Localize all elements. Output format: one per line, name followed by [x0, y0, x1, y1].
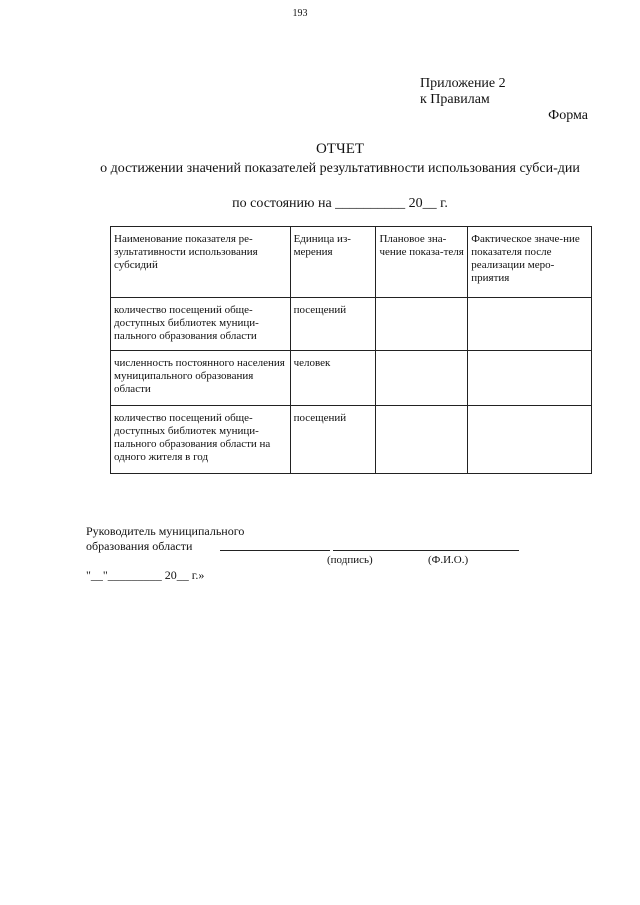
- date-line: "__"_________ 20__ г.»: [86, 568, 205, 582]
- report-table: [110, 226, 592, 474]
- signature-field[interactable]: [220, 540, 330, 551]
- cell-actual[interactable]: [468, 406, 592, 474]
- appendix-line-2: к Правилам: [420, 92, 490, 107]
- table-row: [111, 351, 592, 406]
- table-row: [111, 406, 592, 474]
- cell-planned[interactable]: [376, 406, 468, 474]
- signature-label-line-1: Руководитель муниципального: [86, 524, 245, 538]
- appendix-line-1: Приложение 2: [420, 76, 506, 91]
- cell-actual[interactable]: [468, 351, 592, 406]
- as-of-date-line: по состоянию на __________ 20__ г.: [232, 196, 448, 211]
- table-header-row: [111, 227, 592, 298]
- signature-caption: (подпись): [327, 554, 373, 566]
- table-row: [111, 298, 592, 351]
- page-number: 193: [292, 8, 308, 19]
- cell-indicator: количество посещений обще-доступных библиотек муници-пального образования области: [111, 298, 291, 351]
- header-actual: Фактическое значе-ние показателя после реализации меро-приятия: [468, 227, 592, 298]
- cell-unit: человек: [290, 351, 376, 406]
- cell-planned[interactable]: [376, 351, 468, 406]
- header-planned: Плановое зна-чение показа-теля: [376, 227, 468, 298]
- cell-indicator: количество посещений обще-доступных библиотек муници-пального образования области на одного жителя в год: [111, 406, 291, 474]
- appendix-reference: [420, 76, 588, 124]
- appendix-line-3: Форма: [548, 108, 588, 123]
- full-name-field[interactable]: [333, 540, 519, 551]
- cell-planned[interactable]: [376, 298, 468, 351]
- document-title: ОТЧЕТ: [315, 141, 365, 157]
- signature-label-line-2: образования области: [86, 539, 193, 553]
- document-subtitle: о достижении значений показателей результативности использования субси-дии: [100, 161, 580, 176]
- full-name-caption: (Ф.И.О.): [428, 554, 469, 566]
- cell-indicator: численность постоянного населения муниципального образования области: [111, 351, 291, 406]
- header-unit: Единица из-мерения: [290, 227, 376, 298]
- cell-unit: посещений: [290, 406, 376, 474]
- cell-unit: посещений: [290, 298, 376, 351]
- header-indicator: Наименование показателя ре-зультативности использования субсидий: [111, 227, 291, 298]
- cell-actual[interactable]: [468, 298, 592, 351]
